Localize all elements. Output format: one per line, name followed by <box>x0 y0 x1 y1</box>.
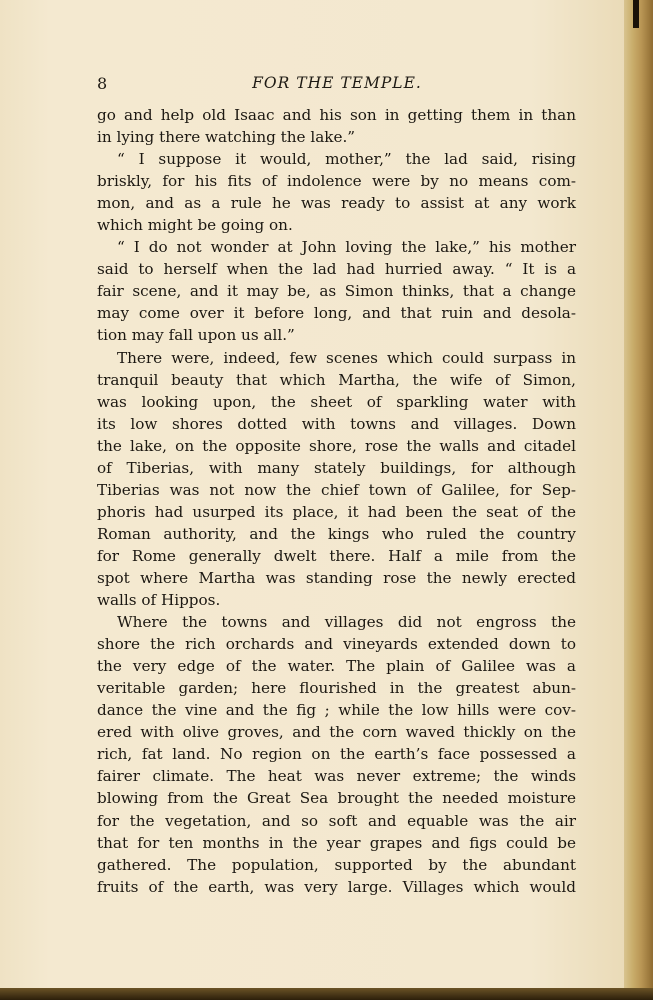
text-line: tranquil beauty that which Martha, the wife of Simon, <box>97 370 576 389</box>
body-text <box>97 104 576 898</box>
text-line: briskly, for his fits of indolence were by no means com- <box>97 172 576 191</box>
text-line: go and help old Isaac and his son in getting them in than <box>97 106 576 124</box>
text-line: that for ten months in the year grapes and figs could be <box>97 833 576 852</box>
page-edge <box>624 0 653 1000</box>
text-line: Tiberias was not now the chief town of Galilee, for Sep- <box>97 480 576 499</box>
running-head: FOR THE TEMPLE. <box>252 74 422 92</box>
text-line: for Rome generally dwelt there. Half a mile from the <box>97 546 576 565</box>
text-line: which might be going on. <box>97 216 293 235</box>
text-line: the lake, on the opposite shore, rose the walls and citadel <box>97 436 576 455</box>
text-line: blowing from the Great Sea brought the needed moisture <box>97 789 576 808</box>
text-line: spot where Martha was standing rose the newly erected <box>97 568 576 587</box>
text-line: rich, fat land. No region on the earth’s face possessed a <box>97 745 576 764</box>
text-line: “ I suppose it would, mother,” the lad said, rising <box>117 150 576 169</box>
text-line: Roman authority, and the kings who ruled the country <box>97 524 576 543</box>
text-line: the very edge of the water. The plain of Galilee was a <box>97 657 576 676</box>
text-line: ered with olive groves, and the corn waved thickly on the <box>97 723 576 742</box>
text-line: was looking upon, the sheet of sparkling water with <box>97 392 576 411</box>
text-line: fruits of the earth, was very large. Villages which would <box>97 877 576 896</box>
text-line: of Tiberias, with many stately buildings, for although <box>97 458 576 477</box>
binding-mark <box>633 0 639 28</box>
text-line: gathered. The population, supported by the abundant <box>97 855 576 874</box>
page-number: 8 <box>97 74 108 93</box>
text-line: tion may fall upon us all.” <box>97 326 295 345</box>
text-line: may come over it before long, and that ruin and desola- <box>97 304 576 323</box>
text-line: Where the towns and villages did not engross the <box>117 613 576 632</box>
text-line: said to herself when the lad had hurried away. “ It is a <box>97 260 576 279</box>
text-line: in lying there watching the lake.” <box>97 128 356 147</box>
text-line: fairer climate. The heat was never extreme; the winds <box>97 767 576 786</box>
text-line: veritable garden; here flourished in the greatest abun- <box>97 679 576 698</box>
text-line: dance the vine and the fig ; while the low hills were cov- <box>97 701 576 720</box>
text-line: walls of Hippos. <box>97 591 221 610</box>
text-line: There were, indeed, few scenes which could surpass in <box>117 348 576 367</box>
text-line: for the vegetation, and so soft and equable was the air <box>97 811 576 830</box>
text-line: “ I do not wonder at John loving the lake,” his mother <box>117 238 576 257</box>
page-header <box>97 74 577 98</box>
text-line: shore the rich orchards and vineyards extended down to <box>97 635 576 654</box>
text-line: phoris had usurped its place, it had been the seat of the <box>97 502 576 521</box>
text-line: mon, and as a rule he was ready to assist at any work <box>97 194 576 213</box>
text-line: fair scene, and it may be, as Simon thinks, that a change <box>97 282 576 301</box>
page-bottom-edge <box>0 988 653 1000</box>
text-line: its low shores dotted with towns and villages. Down <box>97 414 576 433</box>
